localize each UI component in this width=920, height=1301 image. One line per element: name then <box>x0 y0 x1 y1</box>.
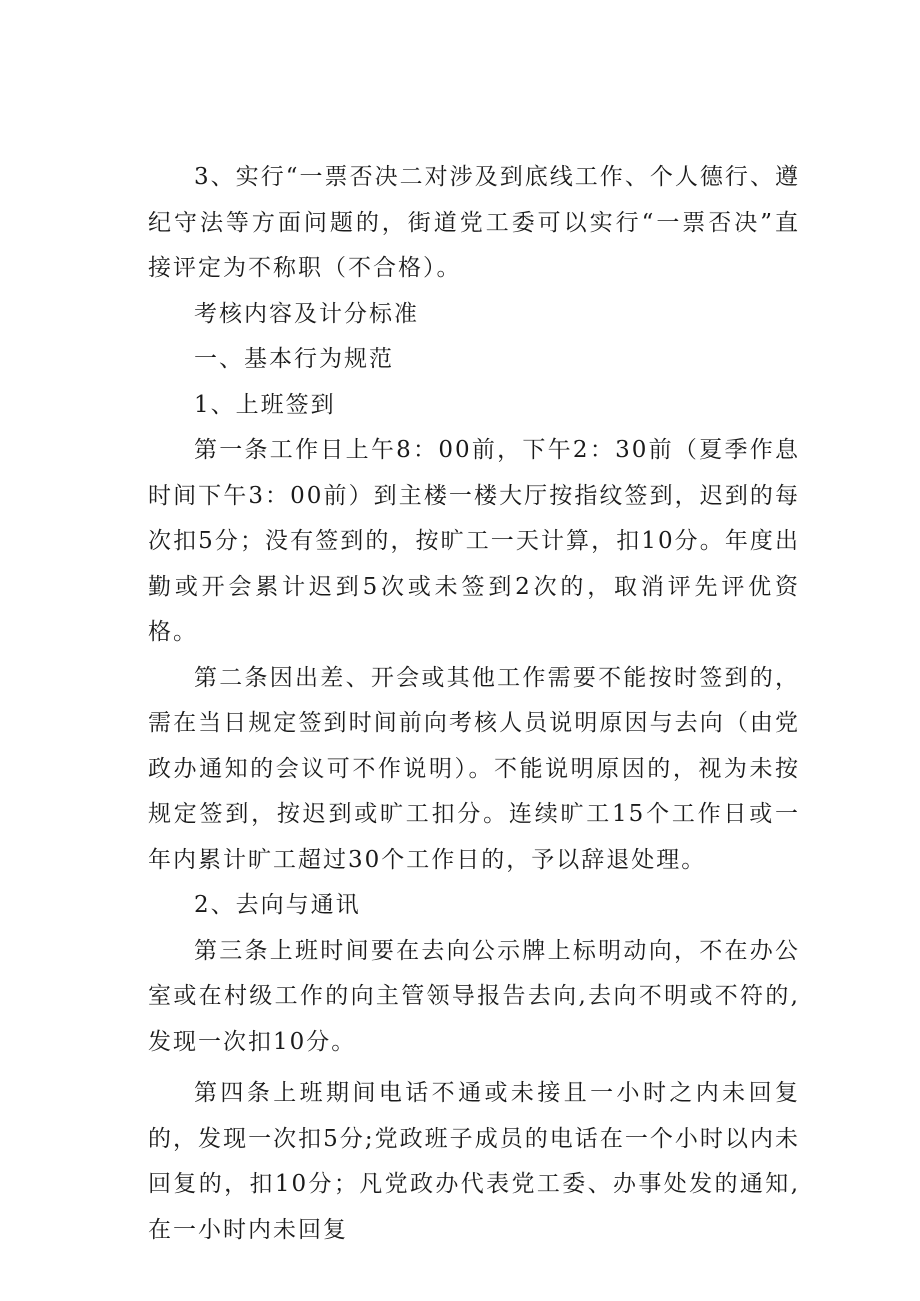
heading-basic-conduct: 一、基本行为规范 <box>194 346 394 372</box>
document-body <box>148 155 800 1253</box>
paragraph-article-2: 第二条因出差、开会或其他工作需要不能按时签到的，需在当日规定签到时间前向考核人员说明原因与去向（由党政办通知的会议可不作说明）。不能说明原因的，视为未按规定签到，按迟到或旷工扣分。连续旷工15个工作日或一年内累计旷工超过30个工作日的，予以辞退处理。 <box>148 664 800 873</box>
heading-whereabouts: 2、去向与通讯 <box>194 892 361 918</box>
heading-sign-in: 1、上班签到 <box>194 391 336 418</box>
paragraph-veto-rule: 3、实行“一票否决二对涉及到底线工作、个人德行、遵纪守法等方面问题的，街道党工委可以实行“一票否决”直接评定为不称职（不合格）。 <box>148 164 800 281</box>
paragraph-article-1: 第一条工作日上午8：00前，下午2：30前（夏季作息时间下午3：00前）到主楼一楼大厅按指纹签到，迟到的每次扣5分；没有签到的，按旷工一天计算，扣10分。年度出勤或开会累计迟到5次或未签到2次的，取消评先评优资格。 <box>148 437 800 645</box>
heading-assessment-content: 考核内容及计分标准 <box>194 300 419 327</box>
paragraph-article-4: 第四条上班期间电话不通或未接且一小时之内未回复的，发现一次扣5分;党政班子成员的电话在一个小时以内未回复的，扣10分；凡党政办代表党工委、办事处发的通知,在一小时内未回复 <box>148 1080 800 1243</box>
paragraph-article-3: 第三条上班时间要在去向公示牌上标明动向，不在办公室或在村级工作的向主管领导报告去向,去向不明或不符的,发现一次扣10分。 <box>148 937 800 1055</box>
